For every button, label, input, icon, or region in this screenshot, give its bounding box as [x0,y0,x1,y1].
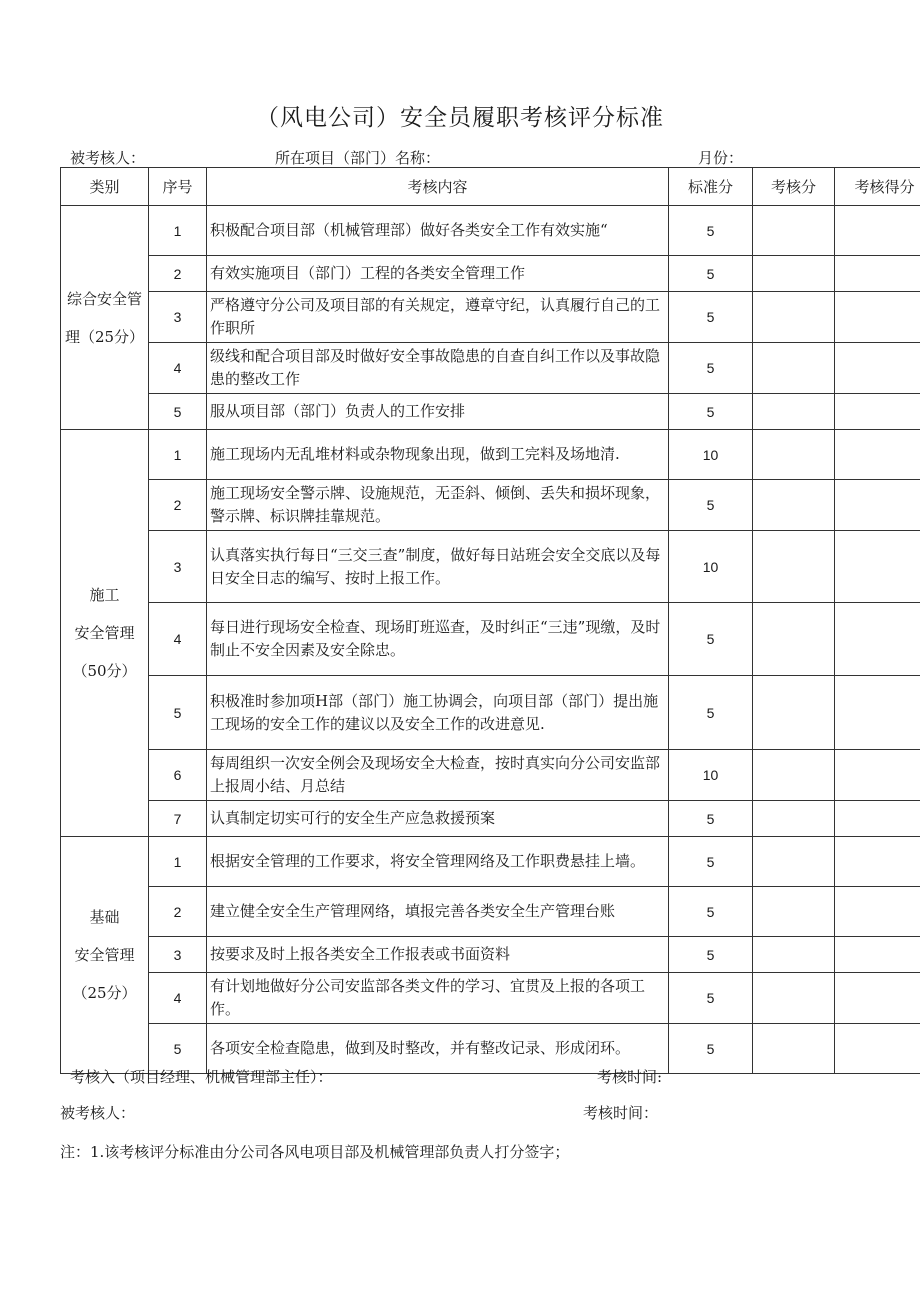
table-row [61,256,920,292]
table-row [61,973,920,1024]
assessment-score-cell[interactable] [753,1024,835,1074]
category-label: （25分） [72,984,137,1002]
table-row [61,837,920,887]
row-number: 3 [149,292,207,343]
row-content: 有效实施项目（部门）工程的各类安全管理工作 [207,256,669,292]
assess-time-label: 考核时间： [583,1104,659,1122]
table-row [61,430,920,480]
standard-score: 10 [669,430,753,480]
final-score-cell[interactable] [835,801,920,837]
category-label: 安全管理 [74,946,135,964]
assessment-score-cell[interactable] [753,937,835,973]
assessment-score-cell[interactable] [753,531,835,603]
standard-score: 5 [669,676,753,750]
final-score-cell[interactable] [835,256,920,292]
row-content: 每日进行现场安全检查、现场盯班巡查，及时纠正“三违”现缴，及时制止不安全因素及安全除忠。 [207,603,669,676]
row-number: 7 [149,801,207,837]
final-score-cell[interactable] [835,937,920,973]
row-content: 服从项目部（部门）负责人的工作安排 [207,394,669,430]
note-text: 注：1.该考核评分标准由分公司各风电项目部及机械管理部负责人打分签字； [60,1143,570,1161]
row-content: 级线和配合项目部及时做好安全事故隐患的自查自纠工作以及事故隐患的整改工作 [207,343,669,394]
project-label: 所在项目（部门）名称： [275,149,441,167]
final-score-cell[interactable] [835,603,920,676]
row-number: 1 [149,837,207,887]
examinee-label: 被考核人： [70,149,146,167]
standard-score: 5 [669,292,753,343]
final-score-cell[interactable] [835,887,920,937]
table-row [61,206,920,256]
final-score-cell[interactable] [835,1024,920,1074]
assessment-score-cell[interactable] [753,887,835,937]
final-score-cell[interactable] [835,676,920,750]
assessment-score-cell[interactable] [753,394,835,430]
row-content: 积极准时参加项H部（部门）施工协调会，向项目部（部门）提出施工现场的安全工作的建议以及安全工作的改进意见. [207,676,669,750]
table-row [61,292,920,343]
assessment-score-cell[interactable] [753,343,835,394]
assessment-score-cell[interactable] [753,256,835,292]
row-number: 5 [149,676,207,750]
row-number: 1 [149,430,207,480]
row-content: 施工现场内无乱堆材料或杂物现象出现，做到工完料及场地清. [207,430,669,480]
standard-score: 5 [669,887,753,937]
standard-score: 5 [669,394,753,430]
row-content: 每周组织一次安全例会及现场安全大检查，按时真实向分公司安监部上报周小结、月总结 [207,750,669,801]
row-content: 按要求及时上报各类安全工作报表或书面资料 [207,937,669,973]
final-score-cell[interactable] [835,292,920,343]
standard-score: 5 [669,206,753,256]
category-label: 安全管理 [74,624,135,642]
assessment-score-cell[interactable] [753,801,835,837]
col-header-assessment-score: 考核分 [753,168,835,206]
assessment-score-cell[interactable] [753,676,835,750]
row-content: 认真落实执行每日“三交三查”制度，做好每日站班会安全交底以及每日安全日志的编写、按时上报工作。 [207,531,669,603]
assessment-score-cell[interactable] [753,603,835,676]
row-number: 4 [149,973,207,1024]
row-number: 1 [149,206,207,256]
final-score-cell[interactable] [835,973,920,1024]
final-score-cell[interactable] [835,480,920,531]
table-row [61,801,920,837]
standard-score: 5 [669,801,753,837]
row-number: 3 [149,531,207,603]
month-label: 月份： [698,149,744,167]
assessor-label: 考核入（项目经理、机械管理部主任）： [70,1068,333,1086]
assessment-score-cell[interactable] [753,292,835,343]
row-content: 严格遵守分公司及项目部的有关规定，遵章守纪，认真履行自己的工作职所 [207,292,669,343]
standard-score: 5 [669,603,753,676]
table-row [61,394,920,430]
final-score-cell[interactable] [835,430,920,480]
category-label: 综合安全管 [66,289,142,308]
examinee-footer-label: 被考核人： [60,1104,136,1122]
table-row [61,480,920,531]
row-number: 2 [149,480,207,531]
category-cell [61,837,149,1074]
table-row [61,887,920,937]
row-number: 6 [149,750,207,801]
col-header-standard-score: 标准分 [669,168,753,206]
row-content: 根据安全管理的工作要求，将安全管理网络及工作职费悬挂上墙。 [207,837,669,887]
row-number: 3 [149,937,207,973]
final-score-cell[interactable] [835,531,920,603]
final-score-cell[interactable] [835,394,920,430]
table-row [61,937,920,973]
row-number: 4 [149,603,207,676]
row-number: 4 [149,343,207,394]
row-content: 积极配合项目部（机械管理部）做好各类安全工作有效实施“ [207,206,669,256]
row-number: 2 [149,256,207,292]
table-row [61,750,920,801]
table-header-row [61,168,920,206]
category-label: 施工 [89,586,120,604]
col-header-number: 序号 [149,168,207,206]
standard-score: 5 [669,973,753,1024]
standard-score: 5 [669,837,753,887]
row-number: 2 [149,887,207,937]
standard-score: 10 [669,531,753,603]
final-score-cell[interactable] [835,837,920,887]
row-number: 5 [149,1024,207,1074]
page-title: （风电公司）安全员履职考核评分标准 [256,105,664,131]
table-row [61,531,920,603]
standard-score: 5 [669,937,753,973]
final-score-cell[interactable] [835,206,920,256]
row-number: 5 [149,394,207,430]
standard-score: 5 [669,343,753,394]
assessment-score-cell[interactable] [753,480,835,531]
assessment-score-cell[interactable] [753,430,835,480]
final-score-cell[interactable] [835,750,920,801]
col-header-category: 类别 [61,168,149,206]
standard-score: 5 [669,480,753,531]
assessment-score-cell[interactable] [753,837,835,887]
col-header-final-score: 考核得分 [835,168,920,206]
standard-score: 5 [669,256,753,292]
table-row [61,603,920,676]
category-cell [61,206,149,430]
standard-score: 5 [669,1024,753,1074]
row-content: 施工现场安全警示牌、设施规范，无歪斜、倾倒、丢失和损坏现象，警示牌、标识牌挂靠规范。 [207,480,669,531]
table-row [61,343,920,394]
category-label: 基础 [89,908,120,926]
row-content: 建立健全安全生产管理网络，填报完善各类安全生产管理台账 [207,887,669,937]
category-label: （50分） [72,662,137,680]
assessment-table [60,167,920,1074]
assessment-score-cell[interactable] [753,973,835,1024]
row-content: 认真制定切实可行的安全生产应急救援预案 [207,801,669,837]
table-row [61,676,920,750]
row-content: 各项安全检查隐患，做到及时整改，并有整改记录、形成闭环。 [207,1024,669,1074]
assessment-score-cell[interactable] [753,750,835,801]
assessment-score-cell[interactable] [753,206,835,256]
assess-time-label: 考核时间: [597,1068,663,1086]
category-label: 理（25分） [64,327,145,346]
standard-score: 10 [669,750,753,801]
final-score-cell[interactable] [835,343,920,394]
row-content: 有计划地做好分公司安监部各类文件的学习、宜贯及上报的各项工作。 [207,973,669,1024]
category-cell [61,430,149,837]
col-header-content: 考核内容 [207,168,669,206]
